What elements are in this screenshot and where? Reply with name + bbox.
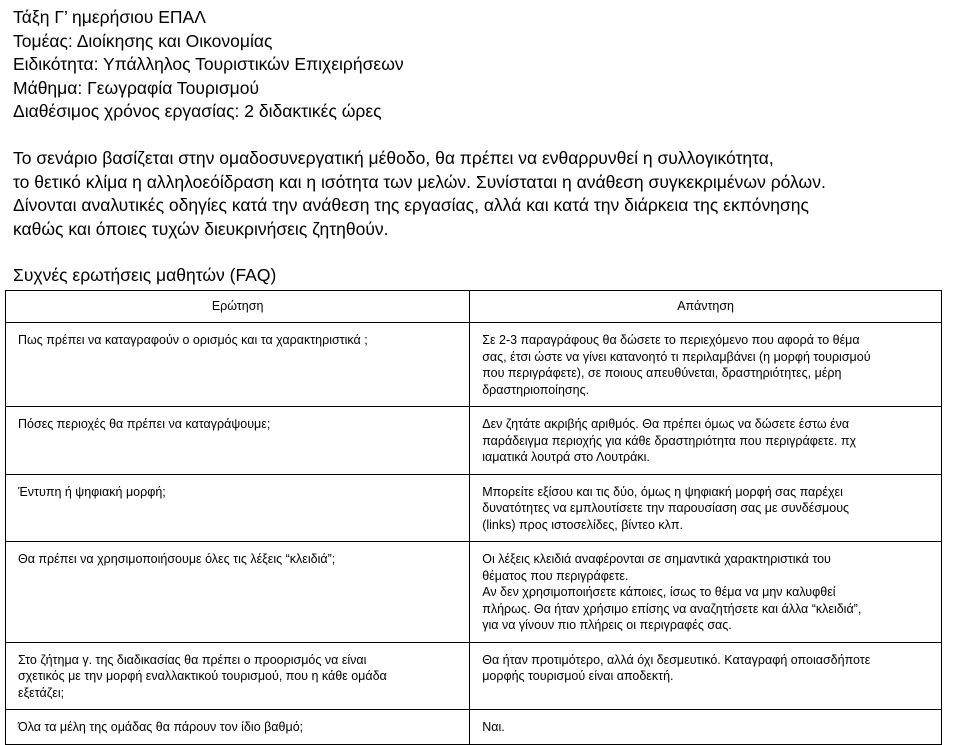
question-cell (6, 710, 470, 745)
answer-cell (470, 323, 942, 407)
answer-text: πλήρως. Θα ήταν χρήσιμο επίσης να αναζητήσετε και άλλα “κλειδιά”, (482, 601, 862, 616)
question-text: Θα πρέπει να χρησιμοποιήσουμε όλες τις λέξεις “κλειδιά”; (18, 552, 336, 566)
answer-text: Θα ήταν προτιμότερο, αλλά όχι δεσμευτικό. Καταγραφή οποιασδήποτε (482, 652, 871, 667)
answer-text: Αν δεν χρησιμοποιήσετε κάποιες, ίσως το θέμα να μην καλυφθεί (482, 585, 836, 599)
sector-line: Τομέας: Διοίκησης και Οικονομίας (13, 30, 273, 51)
answer-text: παράδειγμα περιοχής για κάθε δραστηριότητα που περιγράφετε. πχ (482, 433, 857, 448)
question-text: εξετάζει; (18, 685, 65, 700)
table-row (6, 642, 942, 710)
answer-cell (470, 542, 942, 643)
answer-text: σας, έτσι ώστε να γίνει κατανοητό τι περιλαμβάνει (η μορφή τουρισμού (482, 349, 871, 364)
question-text: Πως πρέπει να καταγραφούν ο ορισμός και τα χαρακτηριστικά ; (18, 333, 368, 347)
faq-header-row (6, 291, 942, 323)
answer-text: Μπορείτε εξίσου και τις δύο, όμως η ψηφιακή μορφή σας παρέχει (482, 484, 843, 499)
answer-cell (470, 407, 942, 475)
question-cell (6, 474, 470, 542)
intro-line: το θετικό κλίμα η αλληλοεόίδραση και η ισότητα των μελών. Συνίσταται η ανάθεση συγκεκριμένων ρόλων. (13, 171, 826, 192)
question-cell (6, 642, 470, 710)
answer-text: Οι λέξεις κλειδιά αναφέρονται σε σημαντικά χαρακτηριστικά του (482, 552, 831, 566)
intro-line: καθώς και όποιες τυχών διευκρινήσεις ζητηθούν. (13, 218, 389, 239)
table-row (6, 323, 942, 407)
table-row (6, 474, 942, 542)
question-text: Πόσες περιοχές θα πρέπει να καταγράψουμε; (18, 417, 271, 431)
intro-paragraph (13, 147, 826, 241)
answer-text: δραστηριοποίησης. (482, 382, 590, 397)
answer-text: (links) προς ιστοσελίδες, βίντεο κλπ. (482, 517, 683, 532)
intro-line: Δίνονται αναλυτικές οδηγίες κατά την ανάθεση της εργασίας, αλλά και κατά την διάρκεια της εκπόνησης (13, 195, 809, 215)
course-line: Μάθημα: Γεωγραφία Τουρισμού (13, 77, 260, 98)
answer-text: που περιγράφετε), σε ποιους απευθύνεται, δραστηριότητες, μέρη (482, 366, 842, 380)
question-column-header: Ερώτηση (6, 291, 470, 323)
faq-title: Συχνές ερωτήσεις μαθητών (FAQ) (13, 265, 277, 285)
answer-text: Δεν ζητάτε ακριβής αριθμός. Θα πρέπει όμως να δώσετε έστω ένα (482, 417, 850, 431)
answer-text: δυνατότητες να εμπλουτίσετε την παρουσίαση σας με συνδέσμους (482, 501, 850, 515)
answer-text: θέματος που περιγράφετε. (482, 568, 629, 583)
specialty-line: Ειδικότητα: Υπάλληλος Τουριστικών Επιχειρήσεων (13, 54, 404, 74)
question-cell (6, 542, 470, 643)
question-text: σχετικός με την μορφή εναλλακτικού τουρισμού, που η κάθε ομάδα (18, 669, 387, 683)
answer-column-header: Απάντηση (470, 291, 942, 323)
answer-text: μορφής τουρισμού είναι αποδεκτή. (482, 669, 674, 683)
question-text: Έντυπη ή ψηφιακή μορφή; (18, 484, 166, 499)
intro-line: Το σενάριο βασίζεται στην ομαδοσυνεργατική μέθοδο, θα πρέπει να ενθαρρυνθεί η συλλογικότητα, (13, 148, 774, 168)
answer-text: ιαματικά λουτρά στο Λουτράκι. (482, 450, 650, 464)
faq-table (5, 290, 942, 745)
answer-text: Ναι. (482, 720, 505, 734)
answer-cell (470, 710, 942, 745)
answer-cell (470, 474, 942, 542)
table-row (6, 710, 942, 745)
faq-body (6, 323, 942, 745)
document-header (13, 6, 404, 124)
answer-cell (470, 642, 942, 710)
answer-text: για να γίνουν πιο πλήρεις οι περιγραφές σας. (482, 618, 732, 632)
question-text: Όλα τα μέλη της ομάδας θα πάρουν τον ίδιο βαθμό; (18, 720, 304, 734)
question-cell (6, 407, 470, 475)
question-cell (6, 323, 470, 407)
time-line: Διαθέσιμος χρόνος εργασίας: 2 διδακτικές ώρες (13, 101, 382, 121)
class-line: Τάξη Γ’ ημερήσιου ΕΠΑΛ (13, 7, 206, 27)
question-text: Στο ζήτημα γ. της διαδικασίας θα πρέπει ο προορισμός να είναι (18, 652, 367, 667)
table-row (6, 542, 942, 643)
table-row (6, 407, 942, 475)
answer-text: Σε 2-3 παραγράφους θα δώσετε το περιεχόμενο που αφορά το θέμα (482, 333, 860, 347)
